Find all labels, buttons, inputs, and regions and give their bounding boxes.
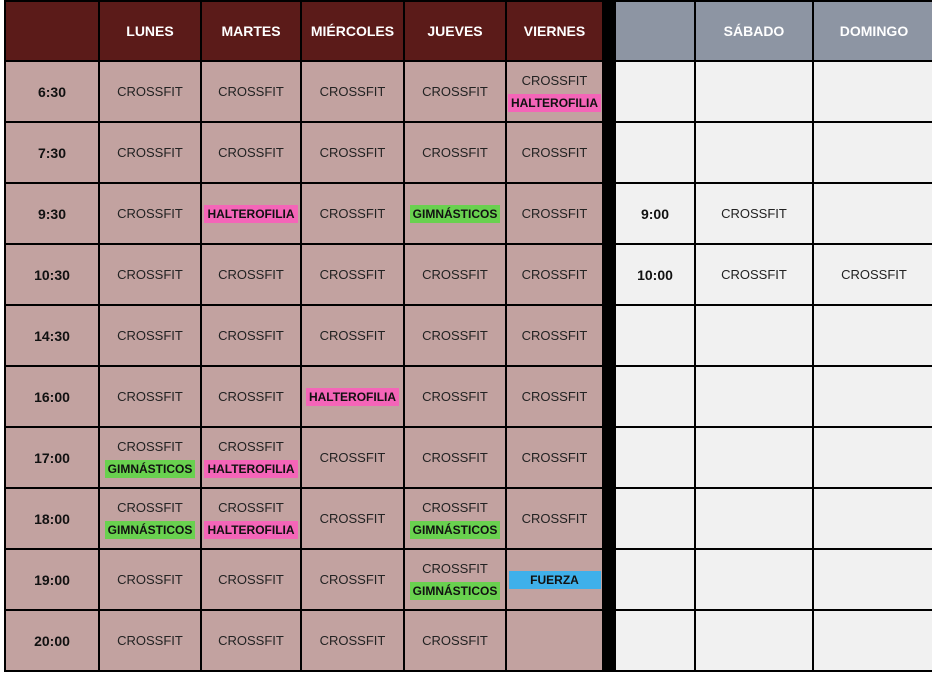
- class-cell: [813, 366, 932, 427]
- class-crossfit: CROSSFIT: [117, 632, 183, 648]
- schedule-row: [5, 61, 603, 122]
- class-crossfit: CROSSFIT: [422, 499, 488, 515]
- class-cell: [201, 61, 301, 122]
- class-cell: [813, 549, 932, 610]
- class-crossfit: CROSSFIT: [218, 83, 284, 99]
- class-crossfit: CROSSFIT: [521, 327, 588, 343]
- schedule-row: [615, 488, 932, 549]
- class-tag-gimnasticos: GIMNÁSTICOS: [410, 205, 501, 223]
- class-cell: [506, 610, 603, 671]
- schedule-row: [615, 366, 932, 427]
- class-crossfit: CROSSFIT: [422, 632, 488, 648]
- class-tag-gimnasticos: GIMNÁSTICOS: [105, 460, 196, 478]
- class-crossfit: CROSSFIT: [422, 327, 488, 343]
- class-cell: [201, 305, 301, 366]
- class-cell: [301, 427, 404, 488]
- weekend-header-row: [615, 1, 932, 61]
- class-cell: [404, 427, 506, 488]
- class-crossfit: CROSSFIT: [841, 266, 907, 282]
- schedule-row: [615, 183, 932, 244]
- class-cell: [404, 488, 506, 549]
- time-slot: 16:00: [5, 366, 99, 427]
- class-crossfit: CROSSFIT: [117, 205, 183, 221]
- class-tag-gimnasticos: GIMNÁSTICOS: [410, 582, 501, 600]
- schedule-row: [615, 244, 932, 305]
- schedule-row: [5, 488, 603, 549]
- class-crossfit: CROSSFIT: [521, 449, 588, 465]
- time-slot: 10:00: [615, 244, 695, 305]
- class-cell: [201, 549, 301, 610]
- class-tag-halterofilia: HALTEROFILIA: [508, 94, 601, 112]
- class-crossfit: CROSSFIT: [521, 388, 588, 404]
- class-cell: [813, 305, 932, 366]
- time-slot: [615, 488, 695, 549]
- weekend-schedule-table: [614, 0, 932, 672]
- class-cell: [201, 244, 301, 305]
- class-cell: [301, 244, 404, 305]
- class-crossfit: CROSSFIT: [721, 205, 787, 221]
- class-crossfit: CROSSFIT: [218, 327, 284, 343]
- time-slot: 17:00: [5, 427, 99, 488]
- class-cell: [813, 244, 932, 305]
- class-tag-gimnasticos: GIMNÁSTICOS: [410, 521, 501, 539]
- class-crossfit: CROSSFIT: [117, 571, 183, 587]
- class-crossfit: CROSSFIT: [319, 571, 386, 587]
- schedule-row: [615, 122, 932, 183]
- class-crossfit: CROSSFIT: [218, 632, 284, 648]
- class-cell: [201, 366, 301, 427]
- class-cell: [201, 488, 301, 549]
- class-crossfit: CROSSFIT: [521, 144, 588, 160]
- class-tag-gimnasticos: GIMNÁSTICOS: [105, 521, 196, 539]
- class-cell: [99, 61, 201, 122]
- class-cell: [99, 549, 201, 610]
- class-crossfit: CROSSFIT: [319, 266, 386, 282]
- time-slot: 18:00: [5, 488, 99, 549]
- class-crossfit: CROSSFIT: [521, 72, 588, 88]
- class-crossfit: CROSSFIT: [422, 449, 488, 465]
- day-header-lunes: LUNES: [99, 1, 201, 61]
- class-tag-halterofilia: HALTEROFILIA: [204, 205, 297, 223]
- class-crossfit: CROSSFIT: [218, 438, 284, 454]
- schedule-row: [5, 305, 603, 366]
- class-crossfit: CROSSFIT: [521, 510, 588, 526]
- class-crossfit: CROSSFIT: [218, 499, 284, 515]
- class-cell: [301, 488, 404, 549]
- day-header-viernes: VIERNES: [506, 1, 603, 61]
- class-cell: [99, 610, 201, 671]
- class-cell: [506, 244, 603, 305]
- day-header-sabado: SÁBADO: [695, 1, 813, 61]
- class-cell: [99, 244, 201, 305]
- class-cell: [99, 122, 201, 183]
- schedule-row: [5, 244, 603, 305]
- class-crossfit: CROSSFIT: [117, 327, 183, 343]
- class-crossfit: CROSSFIT: [218, 388, 284, 404]
- time-slot: [615, 427, 695, 488]
- class-crossfit: CROSSFIT: [422, 388, 488, 404]
- time-slot: [615, 549, 695, 610]
- class-cell: [506, 61, 603, 122]
- class-crossfit: CROSSFIT: [117, 266, 183, 282]
- time-slot: 7:30: [5, 122, 99, 183]
- class-cell: [201, 427, 301, 488]
- class-cell: [404, 610, 506, 671]
- class-crossfit: CROSSFIT: [218, 571, 284, 587]
- class-tag-fuerza: FUERZA: [509, 571, 601, 589]
- class-cell: [404, 183, 506, 244]
- class-cell: [301, 122, 404, 183]
- class-cell: [695, 122, 813, 183]
- time-slot: [615, 610, 695, 671]
- class-crossfit: CROSSFIT: [117, 144, 183, 160]
- time-slot: 19:00: [5, 549, 99, 610]
- class-cell: [506, 122, 603, 183]
- class-crossfit: CROSSFIT: [319, 205, 386, 221]
- class-cell: [404, 549, 506, 610]
- class-crossfit: CROSSFIT: [319, 632, 386, 648]
- class-cell: [99, 488, 201, 549]
- weekend-corner-header: [615, 1, 695, 61]
- schedule-row: [615, 61, 932, 122]
- class-cell: [813, 427, 932, 488]
- class-cell: [813, 610, 932, 671]
- time-slot: 9:00: [615, 183, 695, 244]
- class-crossfit: CROSSFIT: [319, 327, 386, 343]
- weekday-header-row: [5, 1, 603, 61]
- class-cell: [506, 183, 603, 244]
- class-cell: [506, 305, 603, 366]
- class-cell: [813, 122, 932, 183]
- schedule-row: [5, 122, 603, 183]
- schedule-row: [615, 549, 932, 610]
- day-header-domingo: DOMINGO: [813, 1, 932, 61]
- class-cell: [506, 488, 603, 549]
- class-cell: [301, 305, 404, 366]
- day-header-miercoles: MIÉRCOLES: [301, 1, 404, 61]
- time-slot: 20:00: [5, 610, 99, 671]
- class-crossfit: CROSSFIT: [218, 144, 284, 160]
- class-cell: [695, 366, 813, 427]
- class-tag-halterofilia: HALTEROFILIA: [306, 388, 399, 406]
- class-crossfit: CROSSFIT: [521, 266, 588, 282]
- schedule-row: [615, 610, 932, 671]
- time-slot: [615, 366, 695, 427]
- class-cell: [695, 488, 813, 549]
- class-cell: [404, 366, 506, 427]
- class-cell: [201, 183, 301, 244]
- class-cell: [201, 610, 301, 671]
- class-cell: [813, 183, 932, 244]
- time-slot: [615, 305, 695, 366]
- class-crossfit: CROSSFIT: [319, 144, 386, 160]
- class-crossfit: CROSSFIT: [218, 266, 284, 282]
- schedule-row: [615, 427, 932, 488]
- class-cell: [506, 427, 603, 488]
- class-crossfit: CROSSFIT: [721, 266, 787, 282]
- class-cell: [695, 549, 813, 610]
- class-crossfit: CROSSFIT: [521, 205, 588, 221]
- class-cell: [99, 183, 201, 244]
- class-crossfit: CROSSFIT: [319, 449, 386, 465]
- schedule-row: [5, 366, 603, 427]
- schedule-row: [5, 610, 603, 671]
- class-cell: [99, 305, 201, 366]
- class-tag-halterofilia: HALTEROFILIA: [204, 460, 297, 478]
- class-cell: [695, 305, 813, 366]
- class-cell: [301, 61, 404, 122]
- class-cell: [201, 122, 301, 183]
- class-crossfit: CROSSFIT: [117, 499, 183, 515]
- weekdays-corner-header: [5, 1, 99, 61]
- class-cell: [695, 183, 813, 244]
- class-cell: [404, 305, 506, 366]
- class-crossfit: CROSSFIT: [422, 560, 488, 576]
- class-crossfit: CROSSFIT: [422, 144, 488, 160]
- time-slot: 10:30: [5, 244, 99, 305]
- class-cell: [99, 366, 201, 427]
- schedule-row: [615, 305, 932, 366]
- class-cell: [695, 427, 813, 488]
- class-cell: [404, 61, 506, 122]
- class-cell: [813, 488, 932, 549]
- class-cell: [813, 61, 932, 122]
- class-crossfit: CROSSFIT: [422, 83, 488, 99]
- class-tag-halterofilia: HALTEROFILIA: [204, 521, 297, 539]
- class-cell: [695, 244, 813, 305]
- class-cell: [695, 61, 813, 122]
- class-cell: [99, 427, 201, 488]
- class-cell: [301, 549, 404, 610]
- day-header-jueves: JUEVES: [404, 1, 506, 61]
- schedule: [4, 0, 930, 672]
- time-slot: 6:30: [5, 61, 99, 122]
- time-slot: 14:30: [5, 305, 99, 366]
- class-crossfit: CROSSFIT: [117, 83, 183, 99]
- time-slot: 9:30: [5, 183, 99, 244]
- class-cell: [404, 244, 506, 305]
- schedule-row: [5, 549, 603, 610]
- class-crossfit: CROSSFIT: [117, 388, 183, 404]
- time-slot: [615, 61, 695, 122]
- class-cell: [404, 122, 506, 183]
- class-crossfit: CROSSFIT: [319, 510, 386, 526]
- day-header-martes: MARTES: [201, 1, 301, 61]
- class-crossfit: CROSSFIT: [117, 438, 183, 454]
- class-cell: [506, 366, 603, 427]
- class-cell: [301, 183, 404, 244]
- class-cell: [695, 610, 813, 671]
- class-crossfit: CROSSFIT: [319, 83, 386, 99]
- class-cell: [301, 366, 404, 427]
- schedule-row: [5, 183, 603, 244]
- class-crossfit: CROSSFIT: [422, 266, 488, 282]
- time-slot: [615, 122, 695, 183]
- schedule-row: [5, 427, 603, 488]
- weekday-schedule-table: [4, 0, 604, 672]
- class-cell: [301, 610, 404, 671]
- class-cell: [506, 549, 603, 610]
